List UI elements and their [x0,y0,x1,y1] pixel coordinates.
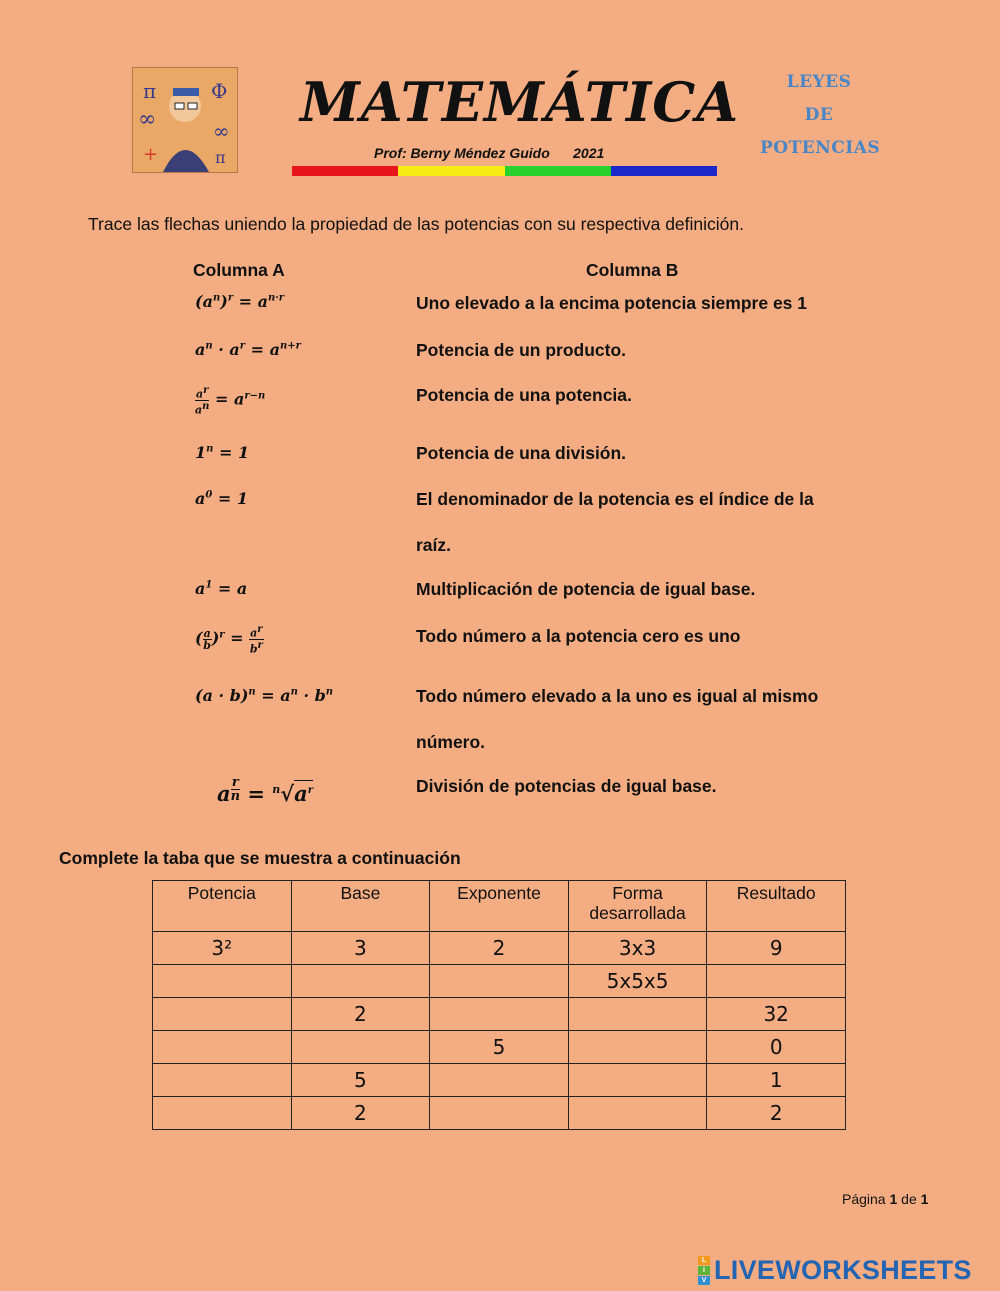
page-of: de [901,1191,917,1207]
cell-base: 2 [291,998,430,1031]
powers-table [152,880,846,1130]
cell-exponente: 2 [430,932,569,965]
cell-potencia[interactable] [153,1031,292,1064]
cell-base[interactable] [291,1031,430,1064]
page-current: 1 [889,1191,898,1207]
formula-power-of-product[interactable]: $(a \cdot b)^n = a^n \cdot b^n$ [195,686,334,705]
svg-text:+: + [143,144,159,165]
badge-letter-v: V [698,1276,710,1285]
table-row [153,1031,846,1064]
badge-letter-i: I [698,1266,710,1275]
header-forma: Forma desarrollada [568,881,707,932]
badge-letter-l: L [698,1256,710,1265]
cell-resultado[interactable] [707,965,846,998]
page-title: MATEMÁTICA [300,70,740,134]
column-a-header: Columna A [193,260,285,280]
definition-1[interactable]: Uno elevado a la encima potencia siempre es 1 [416,293,807,313]
cell-resultado: 32 [707,998,846,1031]
liveworksheets-brand[interactable] [698,1255,972,1286]
header-potencia: Potencia [153,881,292,932]
cell-potencia[interactable] [153,998,292,1031]
table-row [153,998,846,1031]
rainbow-red [292,166,398,176]
table-header-row [153,881,846,932]
formula-power-of-quotient[interactable]: ( $\frac{a}{b}$ )$^r$ = $\frac{a^r}{b^r}$ [195,624,263,656]
rainbow-yellow [398,166,504,176]
cell-base: 2 [291,1097,430,1130]
formula-one-exponent[interactable]: $a^1 = a$ [195,579,248,598]
header-exponente: Exponente [430,881,569,932]
definition-2[interactable]: Potencia de un producto. [416,340,627,360]
topic-label [760,66,881,165]
cell-exponente[interactable] [430,998,569,1031]
cell-forma: 5x5x5 [568,965,707,998]
cell-resultado: 2 [707,1097,846,1130]
definition-7[interactable]: Todo número a la potencia cero es uno [416,626,741,646]
formula-power-of-power[interactable]: $(a^n)^r = a^{n\cdot r}$ [195,292,285,311]
table-heading: Complete la taba que se muestra a continuación [59,848,461,868]
formula-zero-exponent[interactable]: $a^0 = 1$ [195,489,249,508]
author-line: Prof: Berny Méndez Guido 2021 [374,145,605,161]
instructions: Trace las flechas uniendo la propiedad de las potencias con su respectiva definición. [88,214,745,234]
definition-9[interactable]: División de potencias de igual base. [416,776,717,796]
cell-resultado: 1 [707,1064,846,1097]
header-base: Base [291,881,430,932]
formula-fractional-exponent[interactable]: a $^{\frac{r}{n}}$ = $^n√a^r$ [217,775,313,806]
definition-4[interactable]: Potencia de una división. [416,443,627,463]
brand-name: LIVEWORKSHEETS [714,1255,972,1285]
cell-resultado: 0 [707,1031,846,1064]
math-boy-illustration-icon [133,68,237,172]
definition-8[interactable]: Todo número elevado a la uno es igual al mismo [416,686,819,706]
table-row [153,1064,846,1097]
formula-one-power[interactable]: $1^n = 1$ [195,443,250,462]
cell-resultado: 9 [707,932,846,965]
table-row [153,1097,846,1130]
rainbow-divider [292,166,717,176]
cell-forma[interactable] [568,998,707,1031]
cell-exponente[interactable] [430,965,569,998]
definition-5-cont: raíz. [416,535,452,555]
table-row [153,965,846,998]
definition-6[interactable]: Multiplicación de potencia de igual base. [416,579,756,599]
svg-text:∞: ∞ [213,119,230,143]
rainbow-blue [611,166,717,176]
rainbow-green [505,166,611,176]
topic-line-3: POTENCIAS [760,138,881,158]
page-total: 1 [920,1191,929,1207]
cell-base[interactable] [291,965,430,998]
svg-text:∞: ∞ [138,107,157,132]
liveworksheets-logo-icon [698,1256,710,1285]
topic-line-2: DE [804,105,834,125]
table-row [153,932,846,965]
cell-exponente: 5 [430,1031,569,1064]
svg-text:π: π [143,79,157,103]
cell-forma[interactable] [568,1097,707,1130]
cell-base: 3 [291,932,430,965]
cell-potencia: 3² [153,932,292,965]
svg-text:Φ: Φ [211,79,228,103]
page-label: Página [842,1191,886,1207]
cell-forma[interactable] [568,1064,707,1097]
cell-base: 5 [291,1064,430,1097]
column-b-header: Columna B [586,260,679,280]
header-resultado: Resultado [707,881,846,932]
svg-text:π: π [215,148,226,167]
definition-8-cont: número. [416,732,486,752]
cell-exponente[interactable] [430,1097,569,1130]
topic-line-1: LEYES [786,72,852,92]
cell-potencia[interactable] [153,965,292,998]
page-number [842,1191,928,1207]
cell-potencia[interactable] [153,1097,292,1130]
cell-forma[interactable] [568,1031,707,1064]
formula-quotient-same-base[interactable]: $\frac{a^r}{a^n}$ = $a^{r-n}$ [195,385,266,417]
cell-forma: 3x3 [568,932,707,965]
cell-exponente[interactable] [430,1064,569,1097]
definition-5[interactable]: El denominador de la potencia es el índice de la [416,489,814,509]
cell-potencia[interactable] [153,1064,292,1097]
definition-3[interactable]: Potencia de una potencia. [416,385,632,405]
header-illustration [132,67,238,173]
formula-product-same-base[interactable]: $a^n \cdot a^r = a^{n+r}$ [195,340,301,359]
